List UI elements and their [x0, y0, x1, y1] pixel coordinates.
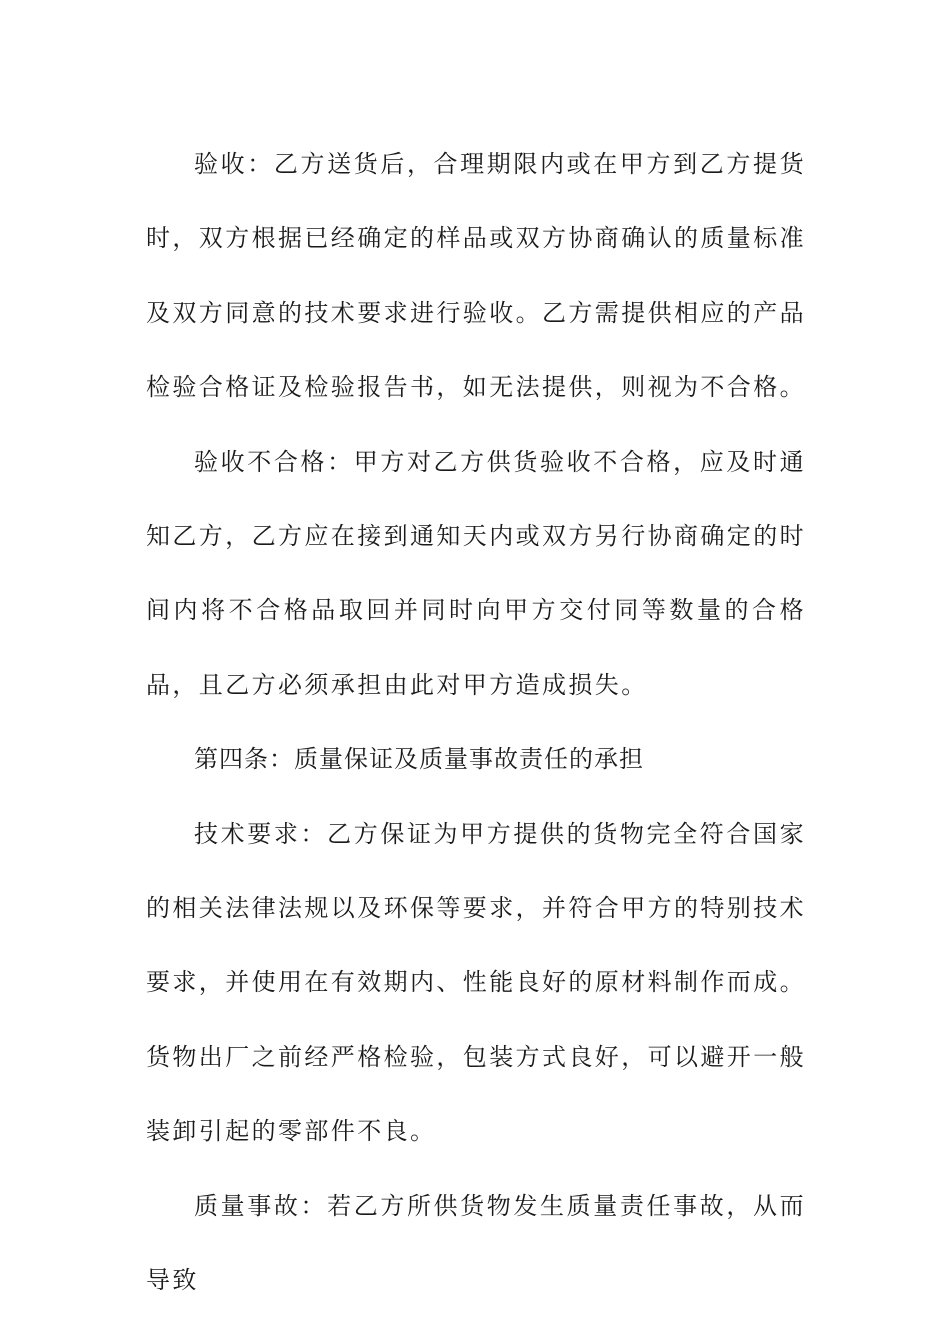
- document-body: [146, 127, 806, 1318]
- paragraph-acceptance-failure: 验收不合格：甲方对乙方供货验收不合格，应及时通知乙方，乙方应在接到通知天内或双方另行协商确定的时间内将不合格品取回并同时向甲方交付同等数量的合格品，且乙方必须承担由此对甲方造成损失。: [146, 447, 806, 699]
- paragraph-acceptance: 验收：乙方送货后，合理期限内或在甲方到乙方提货时，双方根据已经确定的样品或双方协商确认的质量标准及双方同意的技术要求进行验收。乙方需提供相应的产品检验合格证及检验报告书，如无法提供，则视为不合格。: [146, 150, 806, 402]
- paragraph-technical-requirements: 技术要求：乙方保证为甲方提供的货物完全符合国家的相关法律法规以及环保等要求，并符合甲方的特别技术要求，并使用在有效期内、性能良好的原材料制作而成。货物出厂之前经严格检验，包装方式良好，可以避开一般装卸引起的零部件不良。: [146, 819, 806, 1146]
- section-heading-article-four: 第四条：质量保证及质量事故责任的承担: [194, 745, 644, 774]
- paragraph-quality-accident: 质量事故：若乙方所供货物发生质量责任事故，从而导致: [146, 1191, 806, 1295]
